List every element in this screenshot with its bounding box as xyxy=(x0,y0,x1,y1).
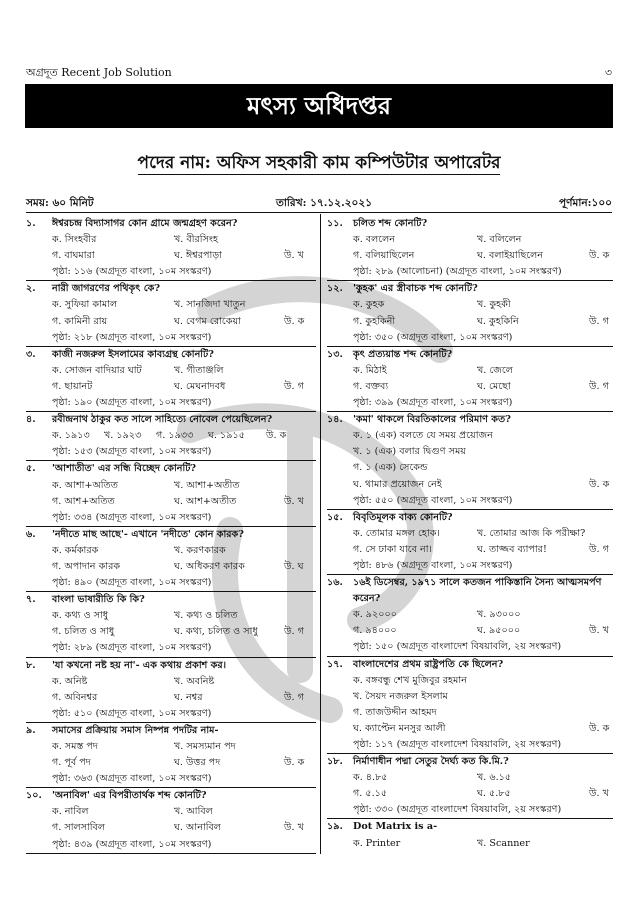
option-d: ঘ. উত্তর পদ xyxy=(174,757,221,769)
option-a: ক. নাবিল xyxy=(52,806,89,818)
question-text: 'অনাবিল' এর বিপরীতার্থক শব্দ কোনটি? xyxy=(52,790,207,802)
option-row xyxy=(26,248,316,264)
option-row xyxy=(327,542,613,558)
running-header xyxy=(26,64,612,80)
option-row xyxy=(26,478,316,494)
option-c: গ. সে ঢাকা যাবে না। xyxy=(353,543,432,555)
source-reference: পৃষ্ঠা: ১৫০ (অগ্রদূত বাংলাদেশ বিষয়াবলি, ২য় সংস্করণ) xyxy=(353,641,562,653)
source-reference: পৃষ্ঠা: ৪৩৯ (অগ্রদূত বাংলা, ১০ম সংস্করণ) xyxy=(52,838,212,850)
option-a: ক. সিংহবীর xyxy=(52,234,97,246)
option-c: গ. পূর্ব পদ xyxy=(52,757,91,769)
option-row xyxy=(26,755,316,771)
option-row xyxy=(26,543,316,559)
question-header xyxy=(26,527,316,543)
option-d: ঘ. আনাবিল xyxy=(174,822,221,834)
exam-date: তারিখ: ১৭.১২.২০২১ xyxy=(276,197,373,209)
question-block xyxy=(26,723,316,787)
source-reference: পৃষ্ঠা: ৩৬৩ (অগ্রদূত বাংলা, ১০ম সংস্করণ) xyxy=(52,773,212,785)
option-row xyxy=(327,526,613,542)
question-header xyxy=(327,819,613,835)
source-reference: পৃষ্ঠা: ১৯০ (অগ্রদূত বাংলা, ১০ম সংস্করণ) xyxy=(52,397,212,409)
question-header xyxy=(327,657,613,673)
option-row xyxy=(26,674,316,690)
question-block xyxy=(327,657,613,754)
option-row xyxy=(327,607,613,623)
source-reference: পৃষ্ঠা: ৩৫০ (অগ্রদূত বাংলা, ১০ম সংস্করণ) xyxy=(353,331,513,343)
option-b: খ. আবিল xyxy=(174,806,213,818)
question-block xyxy=(327,510,613,574)
option-c: গ. ৯৪০০০ xyxy=(353,625,397,637)
source-reference: পৃষ্ঠা: ১৫৩ (অগ্রদূত বাংলা, ১০ম সংস্করণ) xyxy=(52,446,212,458)
question-text: 'আশাতীত' এর সন্ধি বিচ্ছেদ কোনটি? xyxy=(52,463,197,475)
header-rule xyxy=(26,212,612,213)
option-line xyxy=(327,460,613,476)
question-block xyxy=(327,575,613,655)
option-row xyxy=(327,363,613,379)
exam-time: সময়: ৬০ মিনিট xyxy=(26,197,94,209)
option-a: ক. তোমার মঙ্গল হোক। xyxy=(353,527,440,539)
answer-label: উ. ক xyxy=(589,478,610,490)
question-text: রবীন্দ্রনাথ ঠাকুর কত সালে সাহিত্যে নোবেল পেয়েছিলেন? xyxy=(52,414,273,426)
option-d: ঘ. কথ্য, চলিত ও সাধু xyxy=(174,626,258,638)
option: ক. বঙ্গবন্ধু শেখ মুজিবুর রহমান xyxy=(353,674,467,686)
option-b: খ. আশা+অতীত xyxy=(174,479,240,491)
answer-label: উ. ঘ xyxy=(284,560,304,572)
option-b: খ. গীতাঞ্জলি xyxy=(174,364,224,376)
question-text: 'নদীতে মাছ আছে'- এখানে 'নদীতে' কোন কারক? xyxy=(52,528,244,540)
question-number: ৪. xyxy=(26,414,36,426)
option-c: গ. কামিনী রায় xyxy=(52,315,108,327)
option-d: ঘ. ঈশ্বরপাড়া xyxy=(174,250,222,262)
option-line xyxy=(327,477,613,493)
question-text: ১৬ই ডিসেম্বর, ১৯৭১ সালে কতজন পাকিস্তানি সৈন্য আত্মসমর্পণ করেন? xyxy=(353,577,602,605)
question-number: ৩. xyxy=(26,348,36,360)
option-a: ক. মিঠাই xyxy=(353,364,387,376)
source-reference: পৃষ্ঠা: ২৮৯ (আলোচনা) (অগ্রদূত বাংলা, ১০ম সংস্করণ) xyxy=(353,266,562,278)
option-row xyxy=(26,297,316,313)
question-number: ২. xyxy=(26,283,36,295)
option-row xyxy=(26,820,316,836)
question-block xyxy=(26,281,316,345)
question-text: বিবৃতিমূলক বাক্য কোনটি? xyxy=(353,511,453,523)
option-line xyxy=(327,705,613,721)
question-block xyxy=(26,592,316,656)
option-a: ক. অনিষ্ট xyxy=(52,675,88,687)
question-header xyxy=(26,461,316,477)
option-d: ঘ. বলাইয়াছিলেন xyxy=(477,250,544,262)
option-row xyxy=(26,314,316,330)
question-block xyxy=(26,216,316,280)
option-line xyxy=(327,721,613,737)
option-row xyxy=(26,232,316,248)
question-number: ১৭. xyxy=(327,658,343,670)
option-line xyxy=(327,428,613,444)
page-number: ৩ xyxy=(604,66,612,79)
option: খ. ১৯২৩ xyxy=(104,430,142,442)
source-reference: পৃষ্ঠা: ১১৬ (অগ্রদূত বাংলা, ১০ম সংস্করণ) xyxy=(52,266,212,278)
option-line xyxy=(327,444,613,460)
option-d: ঘ. কুহকিনি xyxy=(477,315,519,327)
question-text: নারী জাগরণের পথিকৃৎ কে? xyxy=(52,283,160,295)
book-title: অগ্রদূত Recent Job Solution xyxy=(26,66,172,79)
option-b: খ. ৯৩০০০ xyxy=(477,609,521,621)
option-b: খ. Scanner xyxy=(477,837,530,849)
option-b: খ. জেলে xyxy=(477,364,513,376)
source-reference: পৃষ্ঠা: ২১৮ (অগ্রদূত বাংলা, ১০ম সংস্করণ) xyxy=(52,331,212,343)
option-b: খ. করণকারক xyxy=(174,544,226,556)
option-row xyxy=(26,804,316,820)
question-block xyxy=(327,412,613,509)
source-reference: পৃষ্ঠা: ৫১০ (অগ্রদূত বাংলা, ১০ম সংস্করণ) xyxy=(52,707,212,719)
source-reference: পৃষ্ঠা: ১১৭ (অগ্রদূত বাংলাদেশ বিষয়াবলি, ২য় সংস্করণ) xyxy=(353,739,562,750)
option-c: গ. ৫.১৫ xyxy=(353,788,388,800)
option: ক. ১৯১৩ xyxy=(52,430,90,442)
option-b: খ. সমস্যমান পদ xyxy=(174,741,236,752)
question-number: ৮. xyxy=(26,659,36,671)
exam-meta xyxy=(26,196,612,212)
option-a: ক. সোজন বাদিয়ার ঘাট xyxy=(52,364,142,376)
option-a: ক. কুহক xyxy=(353,299,385,311)
question-block xyxy=(327,347,613,411)
option-d: ঘ. মেঘনাদবধ xyxy=(174,380,226,392)
option-row xyxy=(327,314,613,330)
option-c: গ. সালসাবিল xyxy=(52,822,106,834)
question-number: ১১. xyxy=(327,218,343,229)
option: ঘ. থামার প্রয়োজন নেই xyxy=(353,478,442,490)
question-header xyxy=(327,216,613,232)
question-header xyxy=(26,347,316,363)
option-a: ক. আশা+অতিত xyxy=(52,479,118,491)
question-block xyxy=(26,658,316,722)
option-b: খ. ৬.১৫ xyxy=(477,772,512,784)
option-c: গ. বাঘমারা xyxy=(52,250,95,262)
answer-label: উ. খ xyxy=(284,250,304,262)
option-row-inline xyxy=(26,428,316,444)
option-c: গ. বলিয়াছিলেন xyxy=(353,250,415,262)
option-a: ক. Printer xyxy=(353,837,401,849)
question-text: ঈশ্বরচন্দ্র বিদ্যাসাগর কোন গ্রামে জন্মগ্রহণ করেন? xyxy=(52,218,238,229)
option-c: গ. ছায়ানট xyxy=(52,380,93,392)
option-d: ঘ. তাজ্জব ব্যাপার! xyxy=(477,543,547,555)
question-number: ১৯. xyxy=(327,821,343,833)
question-number: ১০. xyxy=(26,790,42,802)
option-b: খ. কথ্য ও চলিত xyxy=(174,610,238,622)
source-reference: পৃষ্ঠা: ৪৮৬ (অগ্রদূত বাংলা, ১০ম সংস্করণ) xyxy=(353,559,513,571)
option-row xyxy=(26,624,316,640)
question-block xyxy=(26,461,316,525)
question-number: ১২. xyxy=(327,283,343,295)
option: ঘ. ১৯১৫ xyxy=(208,430,245,442)
question-header xyxy=(327,510,613,526)
question-separator xyxy=(26,853,316,854)
question-block xyxy=(327,819,613,851)
option-line xyxy=(327,673,613,689)
option-c: গ. কুহকিনী xyxy=(353,315,396,327)
option-row xyxy=(327,623,613,639)
question-header xyxy=(327,754,613,770)
question-text: 'কমা' থাকলে বিরতিকালের পরিমাণ কত? xyxy=(353,414,511,426)
option-b: খ. কুহকী xyxy=(477,299,511,311)
source-reference: পৃষ্ঠা: ৩৩৪ (অগ্রদূত বাংলা, ১০ম সংস্করণ) xyxy=(52,511,212,523)
option-row xyxy=(26,608,316,624)
question-number: ১৪. xyxy=(327,414,343,426)
question-block xyxy=(26,347,316,411)
option-b: খ. তোমার আজ কি পরীক্ষা? xyxy=(477,527,586,539)
option-c: গ. অবিনশ্বর xyxy=(52,691,98,703)
option-row xyxy=(26,379,316,395)
option-c: গ. বক্তব্য xyxy=(353,380,389,392)
option-row xyxy=(327,297,613,313)
option-row xyxy=(327,232,613,248)
question-text: 'কুহক' এর স্ত্রীবাচক শব্দ কোনটি? xyxy=(353,283,478,295)
question-text: বাংলাদেশের প্রথম রাষ্ট্রপতি কে ছিলেন? xyxy=(353,658,504,670)
option-a: ক. বললেন xyxy=(353,234,396,246)
question-block xyxy=(327,754,613,818)
option-row xyxy=(26,363,316,379)
question-header xyxy=(327,347,613,363)
option-d: ঘ. ৫.৮৫ xyxy=(477,788,511,800)
answer-label: উ. ক xyxy=(284,315,305,327)
option-row xyxy=(26,559,316,575)
option-a: ক. ৪.৮৫ xyxy=(353,772,388,784)
answer-label: উ. গ xyxy=(284,380,304,392)
option-row xyxy=(327,786,613,802)
question-text: বাংলা ভাষারীতি কি কি? xyxy=(52,594,145,606)
question-header xyxy=(26,281,316,297)
answer-label: উ. খ xyxy=(284,495,304,507)
answer-label: উ. ক xyxy=(589,250,610,262)
option-row xyxy=(26,690,316,706)
source-reference: পৃষ্ঠা: ৩৯৯ (অগ্রদূত বাংলা, ১০ম সংস্করণ) xyxy=(353,397,513,409)
question-header xyxy=(26,788,316,804)
question-number: ১৩. xyxy=(327,348,343,360)
question-block xyxy=(26,788,316,852)
source-reference: পৃষ্ঠা: ২৮৯ (অগ্রদূত বাংলা, ১০ম সংস্করণ) xyxy=(52,642,212,654)
answer-label: উ. খ xyxy=(589,788,609,800)
option: খ. সৈয়দ নজরুল ইসলাম xyxy=(353,690,448,702)
question-header xyxy=(327,412,613,428)
answer-label: উ. খ xyxy=(284,822,304,834)
right-column xyxy=(327,216,613,852)
answer-label: উ. খ xyxy=(589,625,609,637)
option-b: খ. সানজিদা খাতুন xyxy=(174,299,246,311)
question-header xyxy=(327,281,613,297)
answer-label: উ. গ xyxy=(589,543,609,555)
option-d: ঘ. বেগম রোকেয়া xyxy=(174,315,241,327)
question-number: ৫. xyxy=(26,463,36,475)
option-b: খ. বীরসিংহ xyxy=(174,234,219,246)
question-header xyxy=(327,575,613,607)
option: ঘ. ক্যাপ্টেন মনসুর আলী xyxy=(353,722,446,734)
answer-label: উ. ক xyxy=(589,722,610,734)
option: ক. ১ (এক) বলতে যে সময় প্রয়োজন xyxy=(353,430,493,442)
option: গ. ১৯৩৩ xyxy=(156,430,194,442)
answer-label: উ. ক xyxy=(284,757,305,769)
option-d: ঘ. মেছো xyxy=(477,380,511,392)
question-text: Dot Matrix is a- xyxy=(353,821,438,833)
option: গ. ১ (এক) সেকেন্ড xyxy=(353,462,428,474)
question-number: ৯. xyxy=(26,724,36,736)
question-block xyxy=(26,412,316,460)
question-number: ১. xyxy=(26,218,36,229)
question-block xyxy=(327,281,613,345)
option: খ. ১ (এক) বলার দ্বিগুণ সময় xyxy=(353,446,466,458)
post-title: পদের নাম: অফিস সহকারী কাম কম্পিউটার অপারেটর xyxy=(137,153,501,173)
option-row xyxy=(26,494,316,510)
question-text: কাজী নজরুল ইসলামের কাব্যগ্রন্থ কোনটি? xyxy=(52,348,214,360)
option-c: গ. অপাদান কারক xyxy=(52,560,121,572)
option-line xyxy=(327,689,613,705)
option-d: ঘ. অধিকরণ কারক xyxy=(174,560,245,572)
option-row xyxy=(327,379,613,395)
question-number: ১৫. xyxy=(327,511,343,523)
option-row xyxy=(26,739,316,755)
source-reference: পৃষ্ঠা: ৫৫০ (অগ্রদূত বাংলা, ১০ম সংস্করণ) xyxy=(353,494,513,506)
option-a: ক. সুফিয়া কামাল xyxy=(52,299,118,311)
question-text: কৃৎ প্রত্যয়ান্ত শব্দ কোনটি? xyxy=(353,348,453,360)
answer-label: উ. গ xyxy=(284,691,304,703)
question-text: 'যা কখনো নষ্ট হয় না'- এক কথায় প্রকাশ কর। xyxy=(52,659,227,671)
org-banner: মৎস্য অধিদপ্তর xyxy=(25,84,613,128)
left-column xyxy=(26,216,316,854)
question-number: ৭. xyxy=(26,594,36,606)
answer-label: উ. ক xyxy=(266,430,287,442)
question-block xyxy=(327,216,613,280)
question-text: নির্মাণাধীন পদ্মা সেতুর দৈর্ঘ্য কত কি.মি.? xyxy=(353,756,509,768)
question-header xyxy=(26,412,316,428)
question-number: ১৬. xyxy=(327,577,343,589)
option: গ. তাজউদ্দীন আহমদ xyxy=(353,706,437,718)
source-reference: পৃষ্ঠা: ৩৩০ (অগ্রদূত বাংলাদেশ বিষয়াবলি, ২য় সংস্করণ) xyxy=(353,804,562,816)
answer-label: উ. গ xyxy=(589,380,609,392)
option-c: গ. আশ+অতিত xyxy=(52,495,115,507)
source-reference: পৃষ্ঠা: ৪৯০ (অগ্রদূত বাংলা, ১০ম সংস্করণ) xyxy=(52,577,212,589)
question-header xyxy=(26,658,316,674)
option-row xyxy=(327,836,613,852)
answer-label: উ. গ xyxy=(284,626,304,638)
option-row xyxy=(327,770,613,786)
option-b: খ. অবনিষ্ট xyxy=(174,675,215,687)
question-number: ১৮. xyxy=(327,756,343,768)
option-d: ঘ. ৯৫০০০ xyxy=(477,625,521,637)
exam-marks: পূর্ণমান:১০০ xyxy=(559,197,612,209)
option-a: ক. কর্মকারক xyxy=(52,544,99,556)
option-d: ঘ. নশ্বর xyxy=(174,691,203,703)
question-text: সমাসের প্রক্রিয়ায় সমাস নিষ্পন্ন পদটির নাম- xyxy=(52,724,219,736)
question-header xyxy=(26,723,316,739)
question-header xyxy=(26,216,316,232)
option-b: খ. বলিলেন xyxy=(477,234,522,246)
option-c: গ. চলিত ও সাধু xyxy=(52,626,115,638)
question-number: ৬. xyxy=(26,528,36,540)
option-row xyxy=(327,248,613,264)
column-divider xyxy=(320,214,321,854)
option-a: ক. কথ্য ও সাধু xyxy=(52,610,109,622)
option-a: ক. সমস্ত পদ xyxy=(52,741,98,752)
answer-label: উ. গ xyxy=(589,315,609,327)
option-d: ঘ. আশ+অতীত xyxy=(174,495,237,507)
question-text: চলিত শব্দ কোনটি? xyxy=(353,218,428,229)
question-block xyxy=(26,527,316,591)
option-a: ক. ৯২০০০ xyxy=(353,609,397,621)
question-header xyxy=(26,592,316,608)
